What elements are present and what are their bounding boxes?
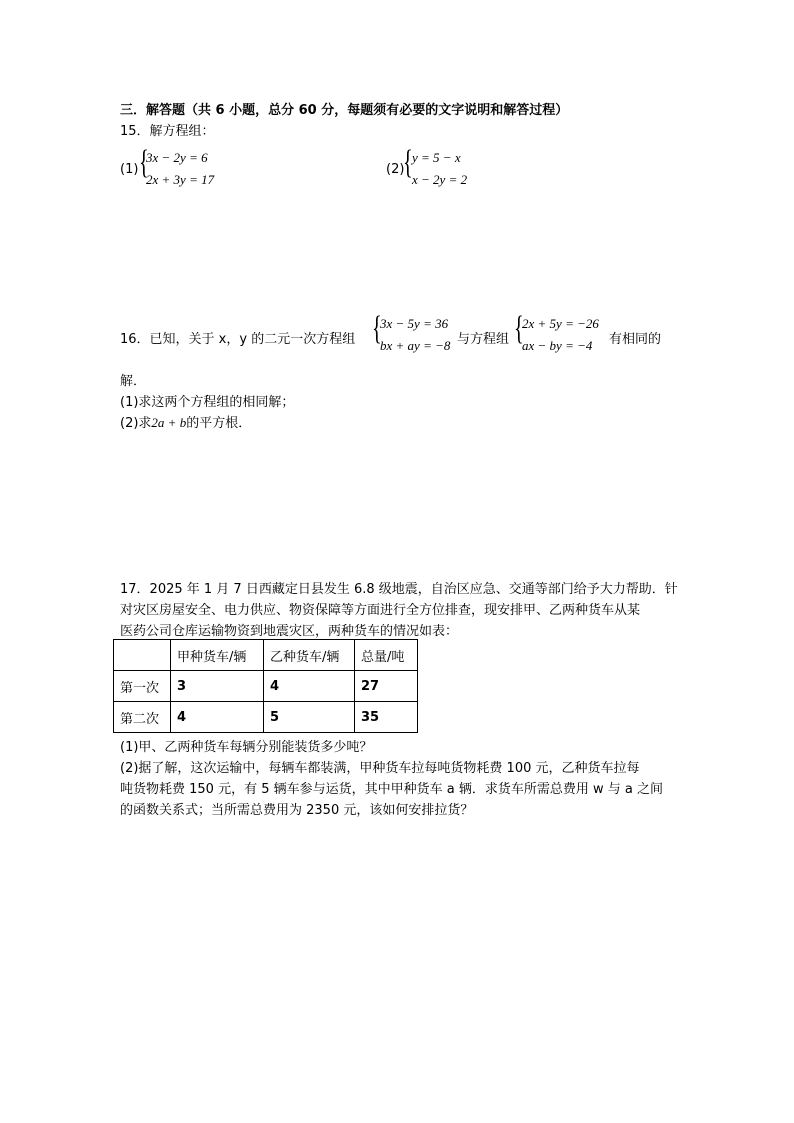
table-cell: 3 bbox=[171, 671, 264, 702]
truck-table bbox=[113, 639, 418, 733]
q16-part2-post: 的平方根． bbox=[186, 416, 252, 431]
q15-p2-equation-1: y = 5 − x bbox=[412, 150, 461, 165]
q15-part1-label: (1) bbox=[120, 162, 139, 177]
q16-system2-equation-2: ax − by = −4 bbox=[522, 338, 593, 353]
q17-part1: (1)甲、乙两种货车每辆分别能装货多少吨？ bbox=[120, 740, 373, 755]
left-brace-icon: { bbox=[139, 144, 149, 181]
q17-part2-line-2: 吨货物耗费 150 元，有 5 辆车参与运货，其中甲种货车 a 辆．求货车所需总费用 w 与 a 之间 bbox=[120, 782, 663, 797]
left-brace-icon: { bbox=[372, 310, 382, 347]
table-header-cell bbox=[114, 640, 171, 671]
table-header-row bbox=[114, 640, 418, 671]
q16-tail-text: 有相同的 bbox=[609, 332, 662, 347]
q17-line-1: 17．2025 年 1 月 7 日西藏定日县发生 6.8 级地震，自治区应急、交通等部门给予大力帮助．针 bbox=[120, 582, 678, 597]
q16-mid-text: 与方程组 bbox=[457, 332, 510, 347]
table-cell: 第一次 bbox=[114, 671, 171, 702]
table-header-cell: 总量/吨 bbox=[355, 640, 418, 671]
q15-p1-equation-1: 3x − 2y = 6 bbox=[146, 150, 208, 165]
table-cell: 4 bbox=[264, 671, 355, 702]
q17-line-3: 医药公司仓库运输物资到地震灾区，两种货车的情况如表： bbox=[120, 624, 459, 639]
table-header-cell: 甲种货车/辆 bbox=[171, 640, 264, 671]
q16-system1-equation-2: bx + ay = −8 bbox=[380, 338, 451, 353]
table-cell: 5 bbox=[264, 702, 355, 733]
table-cell: 35 bbox=[355, 702, 418, 733]
q16-system2-equation-1: 2x + 5y = −26 bbox=[522, 316, 599, 331]
q15-part2-label: (2) bbox=[386, 162, 405, 177]
table-cell: 4 bbox=[171, 702, 264, 733]
table-cell: 27 bbox=[355, 671, 418, 702]
q17-part2-line-1: (2)据了解，这次运输中，每辆车都装满，甲种货车拉每吨货物耗费 100 元，乙种货车拉每 bbox=[120, 761, 640, 776]
q16-system1-equation-1: 3x − 5y = 36 bbox=[380, 316, 449, 331]
q16-continuation: 解． bbox=[120, 374, 147, 389]
q17-line-2: 对灾区房屋安全、电力供应、物资保障等方面进行全方位排查，现安排甲、乙两种货车从某 bbox=[120, 603, 641, 618]
section-header: 三．解答题（共 6 小题，总分 60 分，每题须有必要的文字说明和解答过程） bbox=[120, 103, 569, 118]
table-cell: 第二次 bbox=[114, 702, 171, 733]
table-header-cell: 乙种货车/辆 bbox=[264, 640, 355, 671]
q15-p2-equation-2: x − 2y = 2 bbox=[412, 172, 468, 187]
q15-p1-equation-2: 2x + 3y = 17 bbox=[146, 172, 215, 187]
table-row bbox=[114, 702, 418, 733]
q16-part1: (1)求这两个方程组的相同解； bbox=[120, 395, 295, 410]
left-brace-icon: { bbox=[403, 144, 413, 181]
left-brace-icon: { bbox=[514, 310, 524, 347]
q16-part2-pre: (2)求 bbox=[120, 416, 152, 431]
q16-lead: 16．已知，关于 x，y 的二元一次方程组 bbox=[120, 332, 356, 347]
q16-part2 bbox=[120, 412, 251, 431]
q17-part2-line-3: 的函数关系式；当所需总费用为 2350 元，该如何安排拉货？ bbox=[120, 803, 474, 818]
q15-title: 15．解方程组： bbox=[120, 124, 215, 139]
table-row bbox=[114, 671, 418, 702]
q16-part2-math: 2a + b bbox=[151, 415, 187, 430]
